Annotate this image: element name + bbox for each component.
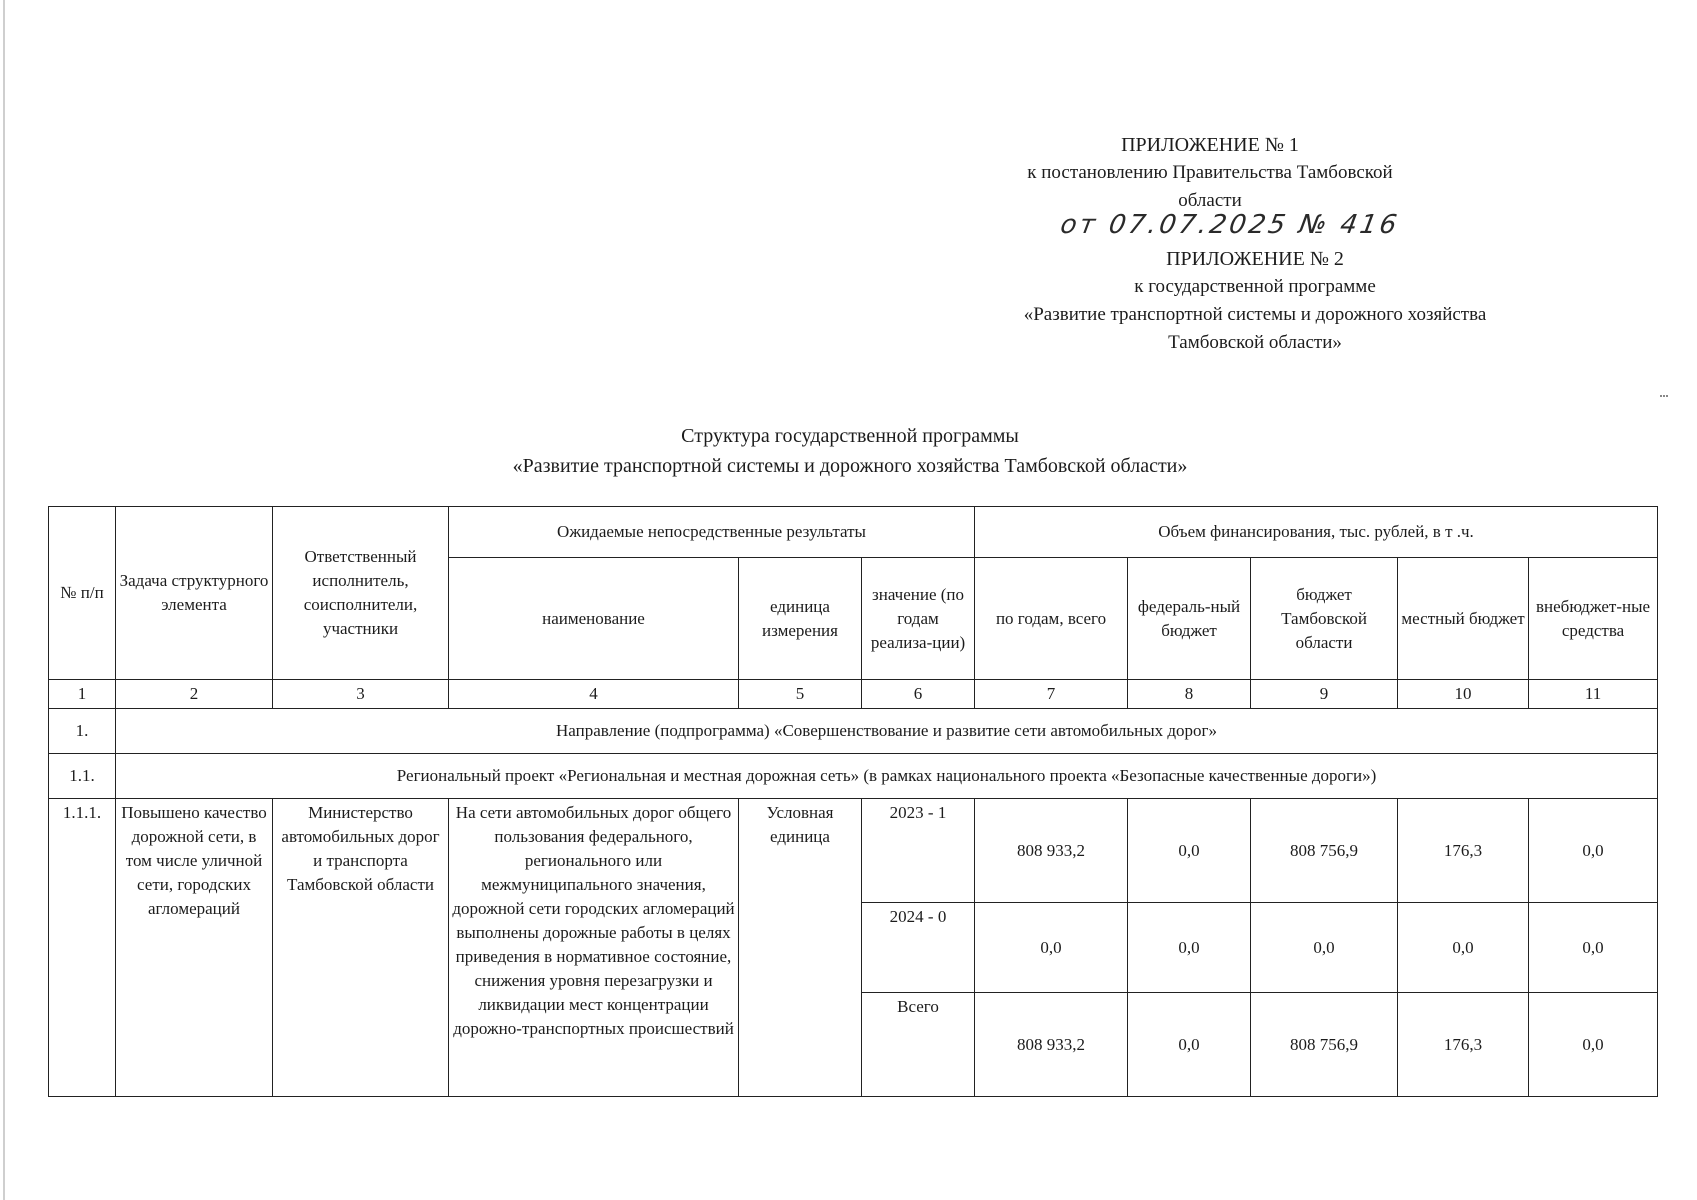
item-unit: Условная единица	[739, 799, 862, 1097]
appendix-1-title: ПРИЛОЖЕНИЕ № 1	[1121, 134, 1299, 156]
item-regional: 0,0	[1251, 903, 1398, 993]
header-executor: Ответственный исполнитель, соисполнители, участники	[273, 507, 449, 680]
scan-mark	[1660, 395, 1668, 407]
section-row-project	[49, 754, 1658, 799]
column-number: 10	[1398, 680, 1529, 709]
document-title-line1: Структура государственной программы	[681, 425, 1019, 447]
section-num: 1.1.	[49, 754, 116, 799]
column-number: 11	[1529, 680, 1658, 709]
header-regional: бюджет Тамбовской области	[1251, 558, 1398, 680]
column-number: 8	[1128, 680, 1251, 709]
item-extra: 0,0	[1529, 903, 1658, 993]
item-regional: 808 756,9	[1251, 799, 1398, 903]
column-number: 6	[862, 680, 975, 709]
item-federal: 0,0	[1128, 903, 1251, 993]
column-number: 4	[449, 680, 739, 709]
item-value: Всего	[862, 993, 975, 1097]
section-title: Региональный проект «Региональная и местная дорожная сеть» (в рамках национального проекта «Безопасные качественные дороги»)	[116, 754, 1658, 799]
scan-edge	[3, 0, 5, 1200]
column-number: 3	[273, 680, 449, 709]
column-number: 5	[739, 680, 862, 709]
appendix-1-block	[1000, 131, 1420, 239]
item-value: 2023 - 1	[862, 799, 975, 903]
header-name: наименование	[449, 558, 739, 680]
header-task: Задача структурного элемента	[116, 507, 273, 680]
item-federal: 0,0	[1128, 799, 1251, 903]
item-total: 0,0	[975, 903, 1128, 993]
document-title-line2: «Развитие транспортной системы и дорожного хозяйства Тамбовской области»	[512, 455, 1188, 477]
section-num: 1.	[49, 709, 116, 754]
appendix-2-title: ПРИЛОЖЕНИЕ № 2	[1166, 248, 1344, 270]
column-number: 2	[116, 680, 273, 709]
item-regional: 808 756,9	[1251, 993, 1398, 1097]
table-row	[49, 799, 1658, 903]
handwritten-date-number: от 07.07.2025 № 416	[1058, 210, 1402, 240]
appendix-2-block	[975, 245, 1535, 357]
header-num: № п/п	[49, 507, 116, 680]
item-result: На сети автомобильных дорог общего пользования федерального, регионального или межмуниципального значения, дорожной сети городских агломераций выполнены дорожные работы в целях приведения в нормативное состояние, снижения уровня перезагрузки и ликвидации мест концентрации дорожно-транспортных происшествий	[449, 799, 739, 1097]
header-results-group: Ожидаемые непосредственные результаты	[449, 507, 975, 558]
column-number: 1	[49, 680, 116, 709]
item-task: Повышено качество дорожной сети, в том числе уличной сети, городских агломераций	[116, 799, 273, 1097]
item-local: 176,3	[1398, 799, 1529, 903]
item-value: 2024 - 0	[862, 903, 975, 993]
section-row-direction	[49, 709, 1658, 754]
header-local: местный бюджет	[1398, 558, 1529, 680]
section-title: Направление (подпрограмма) «Совершенствование и развитие сети автомобильных дорог»	[116, 709, 1658, 754]
item-executor: Министерство автомобильных дорог и транспорта Тамбовской области	[273, 799, 449, 1097]
item-extra: 0,0	[1529, 993, 1658, 1097]
header-extra: внебюджет-ные средства	[1529, 558, 1658, 680]
item-local: 176,3	[1398, 993, 1529, 1097]
appendix-2-line3: Тамбовской области»	[1168, 332, 1342, 353]
item-total: 808 933,2	[975, 799, 1128, 903]
structure-table	[48, 506, 1658, 1097]
header-value: значение (по годам реализа-ции)	[862, 558, 975, 680]
item-extra: 0,0	[1529, 799, 1658, 903]
item-num: 1.1.1.	[49, 799, 116, 1097]
header-total: по годам, всего	[975, 558, 1128, 680]
item-total: 808 933,2	[975, 993, 1128, 1097]
document-title	[300, 421, 1400, 481]
column-number: 7	[975, 680, 1128, 709]
appendix-2-line1: к государственной программе	[1134, 276, 1376, 297]
item-federal: 0,0	[1128, 993, 1251, 1097]
appendix-2-line2: «Развитие транспортной системы и дорожного хозяйства	[1023, 304, 1487, 325]
header-row-1	[49, 507, 1658, 558]
column-number: 9	[1251, 680, 1398, 709]
header-federal: федераль-ный бюджет	[1128, 558, 1251, 680]
header-finance-group: Объем финансирования, тыс. рублей, в т .ч.	[975, 507, 1658, 558]
appendix-1-line: к постановлению Правительства Тамбовской области	[1027, 162, 1393, 211]
item-local: 0,0	[1398, 903, 1529, 993]
column-number-row	[49, 680, 1658, 709]
header-unit: единица измерения	[739, 558, 862, 680]
